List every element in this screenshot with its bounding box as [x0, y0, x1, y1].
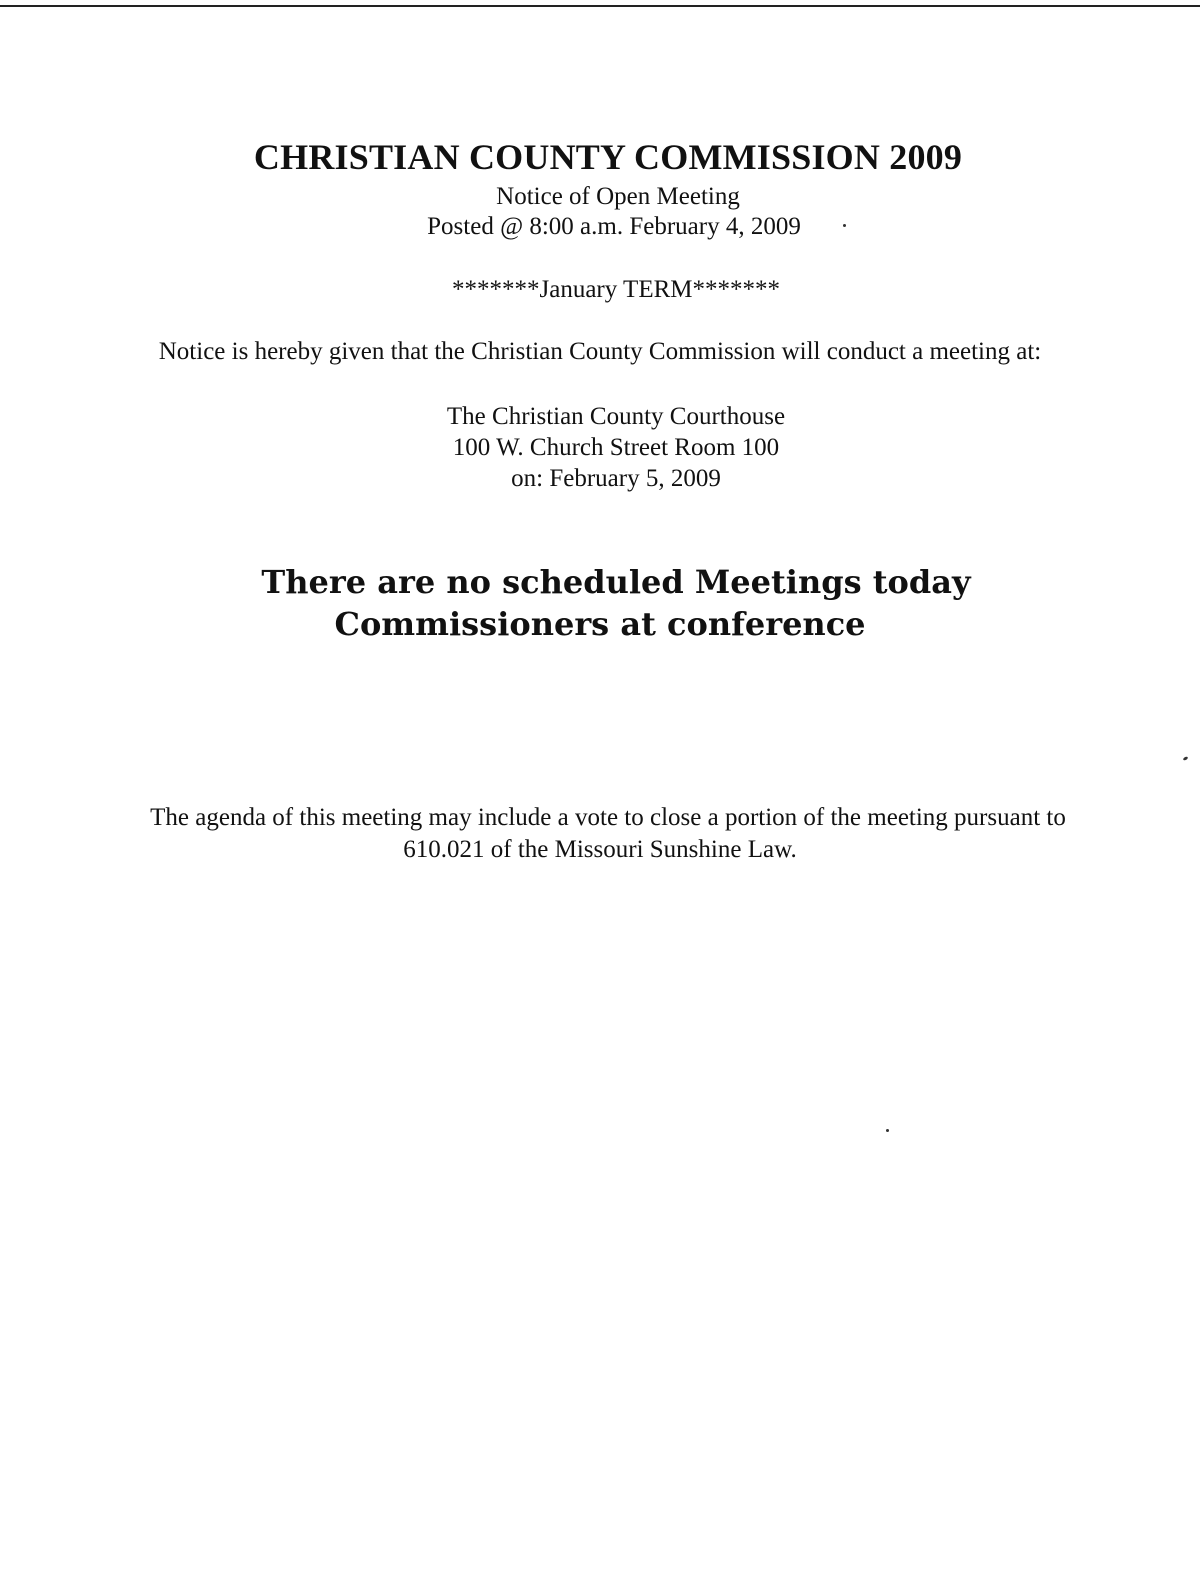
term-heading: *******January TERM*******: [452, 276, 780, 303]
notice-type: Notice of Open Meeting: [496, 183, 740, 210]
document-title: CHRISTIAN COUNTY COMMISSION 2009: [253, 137, 963, 177]
posted-timestamp: Posted @ 8:00 a.m. February 4, 2009: [427, 213, 801, 240]
scan-speck: [1183, 756, 1189, 761]
scan-speck: [843, 224, 846, 227]
location-address: 100 W. Church Street Room 100: [452, 434, 780, 461]
announcement-line-2: Commissioners at conference: [334, 605, 866, 643]
notice-intro: Notice is hereby given that the Christian County Commission will conduct a meeting at:: [158, 338, 1042, 365]
meeting-date: on: February 5, 2009: [511, 465, 721, 492]
scan-speck: [886, 1129, 889, 1132]
announcement-line-1: There are no scheduled Meetings today: [261, 563, 971, 601]
closing-statement-line-2: 610.021 of the Missouri Sunshine Law.: [403, 836, 797, 863]
location-building: The Christian County Courthouse: [446, 403, 786, 430]
closing-statement-line-1: The agenda of this meeting may include a vote to close a portion of the meeting pursuant to: [150, 804, 1066, 831]
scan-top-edge: [0, 5, 1200, 7]
